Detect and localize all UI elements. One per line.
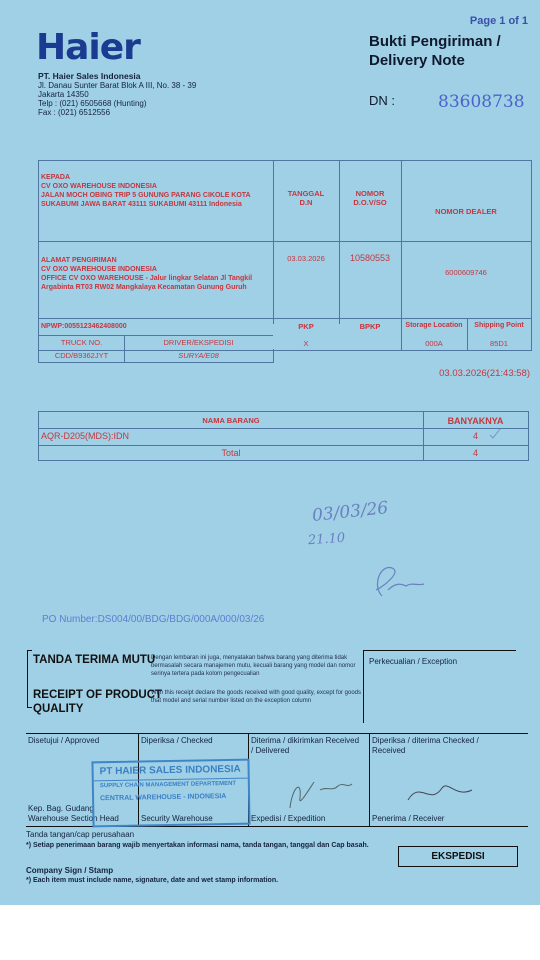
stamp-line-3: CENTRAL WAREHOUSE - INDONESIA [100,793,227,803]
kepada-line-2: JALAN MOCH OBING TRIP 5 GUNUNG PARANG CIKOLE KOTA [41,192,251,199]
warehouse-head-label: Warehouse Section Head [28,814,119,823]
kepada-line-3: SUKABUMI JAWA BARAT 43111 SUKABUMI 43111 Indonesia [41,201,242,208]
tanggal-header [273,189,339,207]
received-label: Diperiksa / diterima Checked / Received [372,736,479,755]
dealer-value: 6000609746 [445,268,487,277]
doc-title-line-2: Delivery Note [369,52,465,69]
company-stamp [91,759,250,828]
nomor-value: 10580553 [349,253,391,263]
truck-value: CDD/B9362JYT [54,351,109,360]
expedisi-label: Expedisi / Expedition [251,814,326,823]
checked-label: Diperiksa / Checked [141,736,213,745]
driver-header: DRIVER/EKSPEDISI [163,338,234,347]
address-line-2: Jakarta 14350 [38,90,89,99]
kepada-label: KEPADA [41,174,71,181]
receipt-desc-id: Dengan lembaran ini juga, menyatakan bahwa barang yang diterima tidak bermasalah secara manajemen mutu, kecuali barang yang model dan nomor serinya tertera pada kolom pengecualian [151,655,356,677]
approved-label: Disetujui / Approved [28,736,100,745]
truck-driver-row [38,349,274,363]
bpkp-header: BPKP [359,322,381,331]
exception-box [363,650,516,723]
receiver-signature-icon [400,770,480,815]
address-line-1: Jl. Danau Sunter Barat Blok A III, No. 38 - 39 [38,81,197,90]
receipt-title-en [33,688,162,716]
company-name: PT. Haier Sales Indonesia [38,71,141,81]
alamat-line-2: OFFICE CV OXO WAREHOUSE - Jalur lingkar Selatan Jl Tangkil [41,275,253,282]
info-table [38,160,532,351]
ekspedisi-label: EKSPEDISI [398,846,518,867]
haier-logo: Haier [36,27,140,68]
fax: Fax : (021) 6512556 [38,108,111,117]
pkp-value: X [303,339,309,348]
page-indicator: Page 1 of 1 [469,15,528,27]
kepada-block [41,173,251,209]
driver-value: SURYA/E08 [178,351,219,360]
delivered-label: Diterima / dikirimkan Received / Delivered [251,736,360,755]
receipt-title-id: TANDA TERIMA MUTU [33,654,156,666]
nomor-header-text: NOMOR [355,189,385,198]
alamat-label: ALAMAT PENGIRIMAN [41,257,117,264]
handwritten-time: 21.10 [307,530,346,549]
doc-title-line-1: Bukti Pengiriman / [369,33,501,50]
shipping-value: 85D1 [490,339,508,348]
total-label: Total [221,448,241,458]
exception-label: Perkecualian / Exception [369,657,458,666]
note-id: *) Setiap penerimaan barang wajib menyertakan informasi nama, tanda tangan, tanggal dan Cap basah. [26,842,369,849]
dn-label: DN : [369,93,395,108]
alamat-line-1: CV OXO WAREHOUSE INDONESIA [41,266,157,273]
print-timestamp: 03.03.2026(21:43:58) [439,368,530,379]
penerima-label: Penerima / Receiver [372,814,445,823]
kepada-line-1: CV OXO WAREHOUSE INDONESIA [41,183,157,190]
expedition-signature-icon [280,768,360,818]
alamat-line-3: Argabinta RT03 RW02 Mangkalaya Kecamatan Gunung Guruh [41,284,247,291]
storage-value: 000A [425,339,443,348]
pkp-header: PKP [298,322,314,331]
tanggal-header-text: TANGGAL [287,189,325,198]
company-info [38,72,196,117]
npwp: NPWP:0055123462408000 [41,323,127,330]
col-nama-barang: NAMA BARANG [202,416,260,425]
receipt-bracket [27,650,32,708]
dn-number: 83608738 [438,92,525,112]
nomor-sub-text: D.O.V/SO [353,198,387,207]
tanggal-sub-text: D.N [299,198,313,207]
handwritten-signature-icon [362,556,432,606]
note-en: *) Each item must include name, signature, date and wet stamp information. [26,877,279,884]
stamp-line-2: SUPPLY CHAIN MANAGEMENT DEPARTEMENT [99,780,237,790]
truck-header: TRUCK NO. [60,338,103,347]
check-mark-icon [488,427,502,441]
stamp-line-1: PT HAIER SALES INDONESIA [93,761,247,782]
items-table [38,411,529,461]
handwritten-date: 03/03/26 [311,498,390,526]
dealer-header: NOMOR DEALER [435,207,497,216]
alamat-block [41,256,252,292]
phone: Telp : (021) 6505668 (Hunting) [38,99,147,108]
total-qty: 4 [472,448,478,458]
nomor-header [339,189,401,207]
shipping-header: Shipping Point [474,322,524,329]
doc-title [369,32,501,70]
receipt-title-en-1: RECEIPT OF PRODUCT [33,689,163,701]
po-number: PO Number:DS004/00/BDG/BDG/000A/000/03/26 [42,614,265,625]
tanda-label: Tanda tangan/cap perusahaan [26,830,135,839]
col-banyaknya: BANYAKNYA [447,416,504,426]
tanggal-value: 03.03.2026 [287,254,325,263]
item-name: AQR-D205(MDS):IDN [41,431,130,441]
receipt-desc-en: With this receipt declare the goods received with good quality, except for goods that model and serial number listed on the exception column [151,690,362,704]
company-sign-label: Company Sign / Stamp [26,866,114,875]
kep-bag-label: Kep. Bag. Gudang [28,804,94,813]
security-label: Security Warehouse [141,814,213,823]
storage-header: Storage Location [405,322,463,329]
item-qty: 4 [472,431,478,441]
receipt-title-en-2: QUALITY [33,703,84,715]
